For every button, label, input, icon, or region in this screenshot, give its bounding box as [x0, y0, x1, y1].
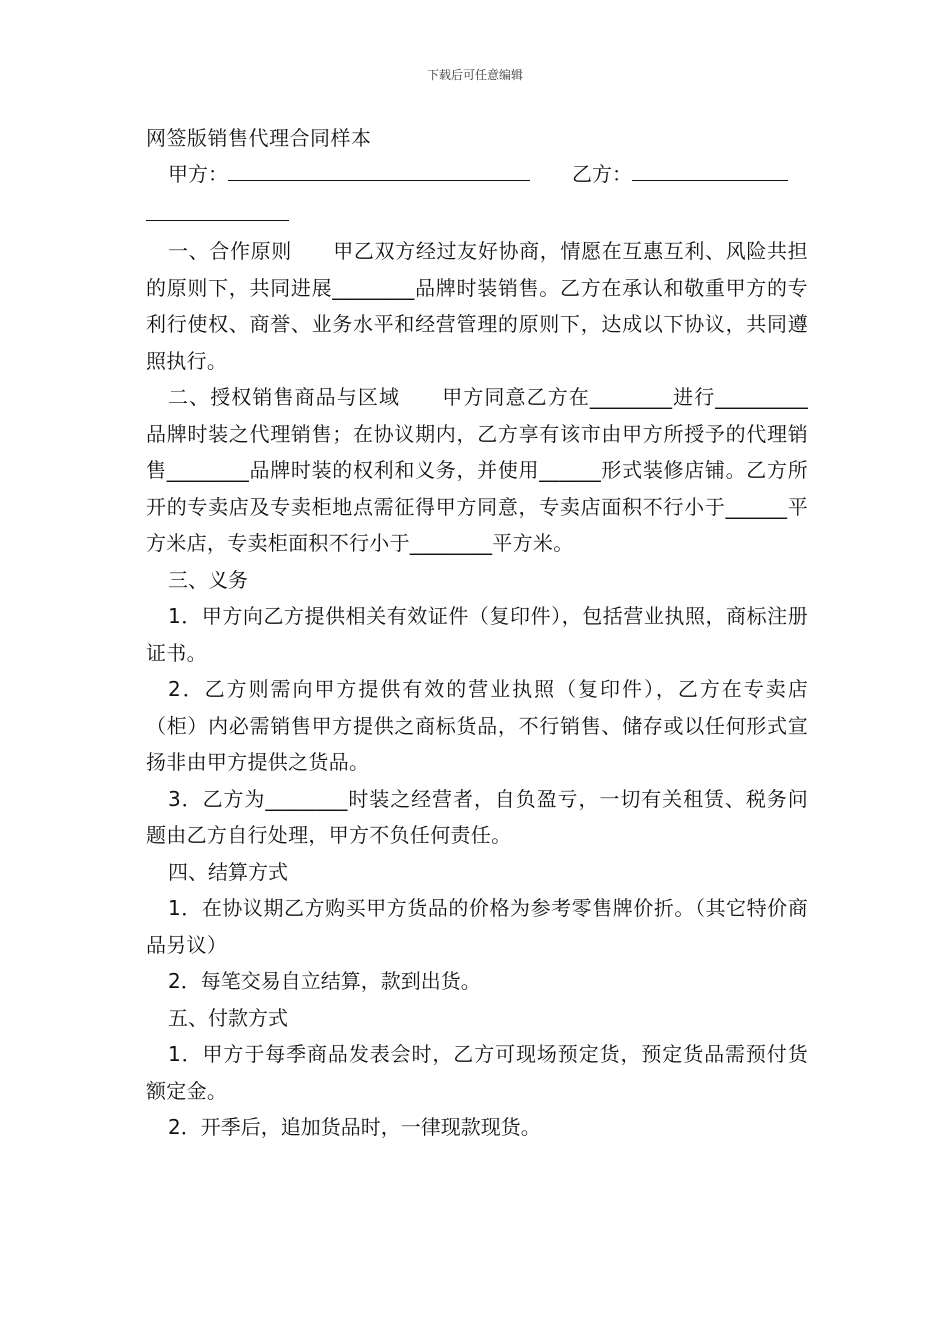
document-title: 网签版销售代理合同样本	[146, 126, 372, 150]
clause-authorized-sales: 二、授权销售商品与区域 甲方同意乙方在________进行_________品牌时装之代理销售；在协议期内，乙方享有该市由甲方所授予的代理销售________品牌时装的权利和义务，并使用______形式装修店铺。乙方所开的专卖店及专卖柜地点需征得甲方同意，专卖店面积不行小于______平方米店，专卖柜面积不行小于________平方米。	[146, 385, 808, 555]
section-heading-payment: 五、付款方式	[168, 1005, 288, 1030]
clause-settlement-1: 1．在协议期乙方购买甲方货品的价格为参考零售牌价折。（其它特价商品另议）	[146, 896, 808, 957]
party-a-blank	[228, 156, 530, 181]
party-a-label: 甲方：	[168, 162, 228, 186]
clause-obligation-3: 3．乙方为________时装之经营者，自负盈亏，一切有关租赁、税务问题由乙方自行处理，甲方不负任何责任。	[146, 786, 808, 847]
parties-line	[146, 156, 808, 192]
clause-payment-1: 1．甲方于每季商品发表会时，乙方可现场预定货，预定货品需预付货额定金。	[146, 1042, 808, 1103]
party-b-blank-continued	[146, 192, 289, 221]
page-header-note: 下载后可任意编辑	[426, 68, 523, 82]
clause-payment-2: 2．开季后，追加货品时，一律现款现货。	[168, 1115, 541, 1139]
clause-obligation-2: 2．乙方则需向甲方提供有效的营业执照（复印件），乙方在专卖店（柜）内必需销售甲方提供之商标货品，不行销售、储存或以任何形式宣扬非由甲方提供之货品。	[146, 677, 808, 774]
section-heading-obligations: 三、义务	[168, 567, 248, 592]
clause-obligation-1: 1．甲方向乙方提供相关有效证件（复印件），包括营业执照，商标注册证书。	[146, 604, 808, 665]
section-heading-settlement: 四、结算方式	[168, 859, 288, 884]
clause-cooperation-principle: 一、合作原则 甲乙双方经过友好协商，情愿在互惠互利、风险共担的原则下，共同进展________品牌时装销售。乙方在承认和敬重甲方的专利行使权、商誉、业务水平和经营管理的原则下，达成以下协议，共同遵照执行。	[146, 239, 808, 373]
clause-settlement-2: 2．每笔交易自立结算，款到出货。	[168, 969, 481, 993]
party-b-label: 乙方：	[572, 162, 632, 186]
party-b-blank	[632, 156, 788, 181]
contract-document	[146, 120, 808, 1146]
